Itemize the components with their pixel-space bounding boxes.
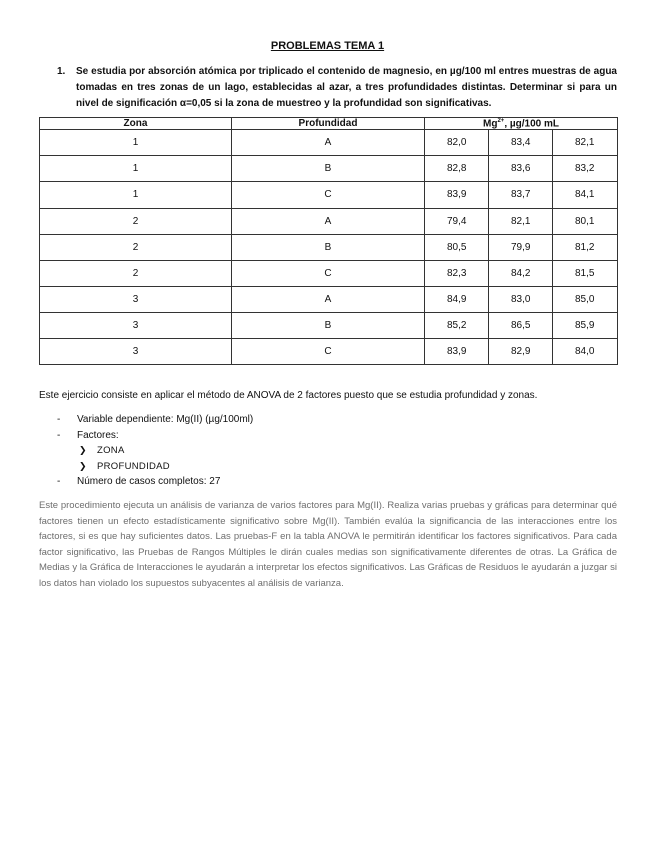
cell-value: 83,6 xyxy=(489,156,553,182)
cell-value: 80,1 xyxy=(553,208,618,234)
cell-zona: 3 xyxy=(40,312,232,338)
cell-value: 84,9 xyxy=(425,286,489,312)
cell-value: 83,7 xyxy=(489,182,553,208)
cell-profundidad: A xyxy=(232,208,425,234)
procedure-description: Este procedimiento ejecuta un análisis de varianza de varios factores para Mg(II). Realiza varias pruebas y gráficas para determinar qué factores tienen un efecto estadísticamente significativo sobre Mg(II). También evalúa la significancia de las interacciones entre los factores, si es que hay suficientes datos. Las pruebas-F en la tabla ANOVA le permitirán identificar los factores significativos. Para cada factor significativo, las Pruebas de Rangos Múltiples le dirán cuales medias son significativamente diferentes de otras. La Gráfica de Medias y la Gráfica de Interacciones le ayudarán a interpretar los efectos significativos. Las Gráficas de Residuos le ayudarán a juzgar si los datos han violado los supuestos subyacentes al análisis de varianza. xyxy=(39,500,617,589)
cell-value: 83,2 xyxy=(553,156,618,182)
cell-profundidad: C xyxy=(232,182,425,208)
cell-value: 83,9 xyxy=(425,338,489,364)
casos-completos: Número de casos completos: 27 xyxy=(77,476,221,488)
cell-value: 82,0 xyxy=(425,130,489,156)
cell-value: 83,0 xyxy=(489,286,553,312)
cell-value: 83,9 xyxy=(425,182,489,208)
table-header-row xyxy=(40,118,618,130)
variable-dependiente: Variable dependiente: Mg(II) (µg/100ml) xyxy=(77,414,254,425)
cell-zona: 3 xyxy=(40,338,232,364)
cell-value: 82,1 xyxy=(489,208,553,234)
cell-profundidad: B xyxy=(232,234,425,260)
cell-value: 86,5 xyxy=(489,312,553,338)
intro-text: Este ejercicio consiste en aplicar el método de ANOVA de 2 factores puesto que se estudia profundidad y zonas. xyxy=(39,390,538,401)
table-row xyxy=(40,156,618,182)
cell-zona: 1 xyxy=(40,156,232,182)
cell-value: 85,0 xyxy=(553,286,618,312)
document-title: PROBLEMAS TEMA 1 xyxy=(270,40,385,52)
cell-value: 80,5 xyxy=(425,234,489,260)
cell-value: 85,9 xyxy=(553,312,618,338)
cell-value: 84,2 xyxy=(489,260,553,286)
header-mg-suffix: , µg/100 mL xyxy=(504,118,559,130)
cell-zona: 2 xyxy=(40,260,232,286)
header-mg-prefix: Mg xyxy=(483,118,498,130)
cell-value: 84,1 xyxy=(553,182,618,208)
table-row xyxy=(40,286,618,312)
cell-value: 81,2 xyxy=(553,234,618,260)
cell-zona: 3 xyxy=(40,286,232,312)
bullet-dash: - xyxy=(57,429,61,441)
cell-zona: 2 xyxy=(40,234,232,260)
cell-zona: 1 xyxy=(40,130,232,156)
cell-value: 82,8 xyxy=(425,156,489,182)
cell-value: 79,4 xyxy=(425,208,489,234)
cell-profundidad: A xyxy=(232,130,425,156)
chevron-right-icon: ❯ xyxy=(79,460,87,471)
bullet-dash: - xyxy=(57,476,61,488)
table-row xyxy=(40,260,618,286)
table-row xyxy=(40,234,618,260)
header-zona: Zona xyxy=(40,118,232,130)
cell-value: 79,9 xyxy=(489,234,553,260)
table-row xyxy=(40,338,618,364)
header-mg xyxy=(425,118,618,130)
cell-value: 83,4 xyxy=(489,130,553,156)
factor-profundidad: PROFUNDIDAD xyxy=(97,460,170,472)
cell-value: 81,5 xyxy=(553,260,618,286)
cell-value: 82,1 xyxy=(553,130,618,156)
bullet-dash: - xyxy=(57,414,61,425)
cell-profundidad: A xyxy=(232,286,425,312)
header-mg-sup: 2+ xyxy=(497,118,505,124)
factores-label: Factores: xyxy=(77,429,119,441)
table-row xyxy=(40,130,618,156)
cell-profundidad: B xyxy=(232,156,425,182)
cell-value: 82,9 xyxy=(489,338,553,364)
problem-statement xyxy=(57,64,617,112)
cell-profundidad: C xyxy=(232,260,425,286)
cell-value: 85,2 xyxy=(425,312,489,338)
table-row xyxy=(40,208,618,234)
cell-zona: 1 xyxy=(40,182,232,208)
cell-profundidad: B xyxy=(232,312,425,338)
factor-zona: ZONA xyxy=(97,445,125,457)
problem-number: 1. xyxy=(57,66,66,77)
magnesium-data-table xyxy=(39,117,618,365)
header-profundidad: Profundidad xyxy=(232,118,425,130)
cell-zona: 2 xyxy=(40,208,232,234)
table-row xyxy=(40,182,618,208)
cell-value: 82,3 xyxy=(425,260,489,286)
problem-text: Se estudia por absorción atómica por triplicado el contenido de magnesio, en µg/100 ml entres muestras de agua tomadas en tres zonas de un lago, establecidas al azar, a tres profundidades distintas. Determinar si para un nivel de significación α=0,05 si la zona de muestreo y la profundidad son significativas. xyxy=(76,66,617,109)
cell-value: 84,0 xyxy=(553,338,618,364)
cell-profundidad: C xyxy=(232,338,425,364)
chevron-right-icon: ❯ xyxy=(79,445,87,456)
table-row xyxy=(40,312,618,338)
